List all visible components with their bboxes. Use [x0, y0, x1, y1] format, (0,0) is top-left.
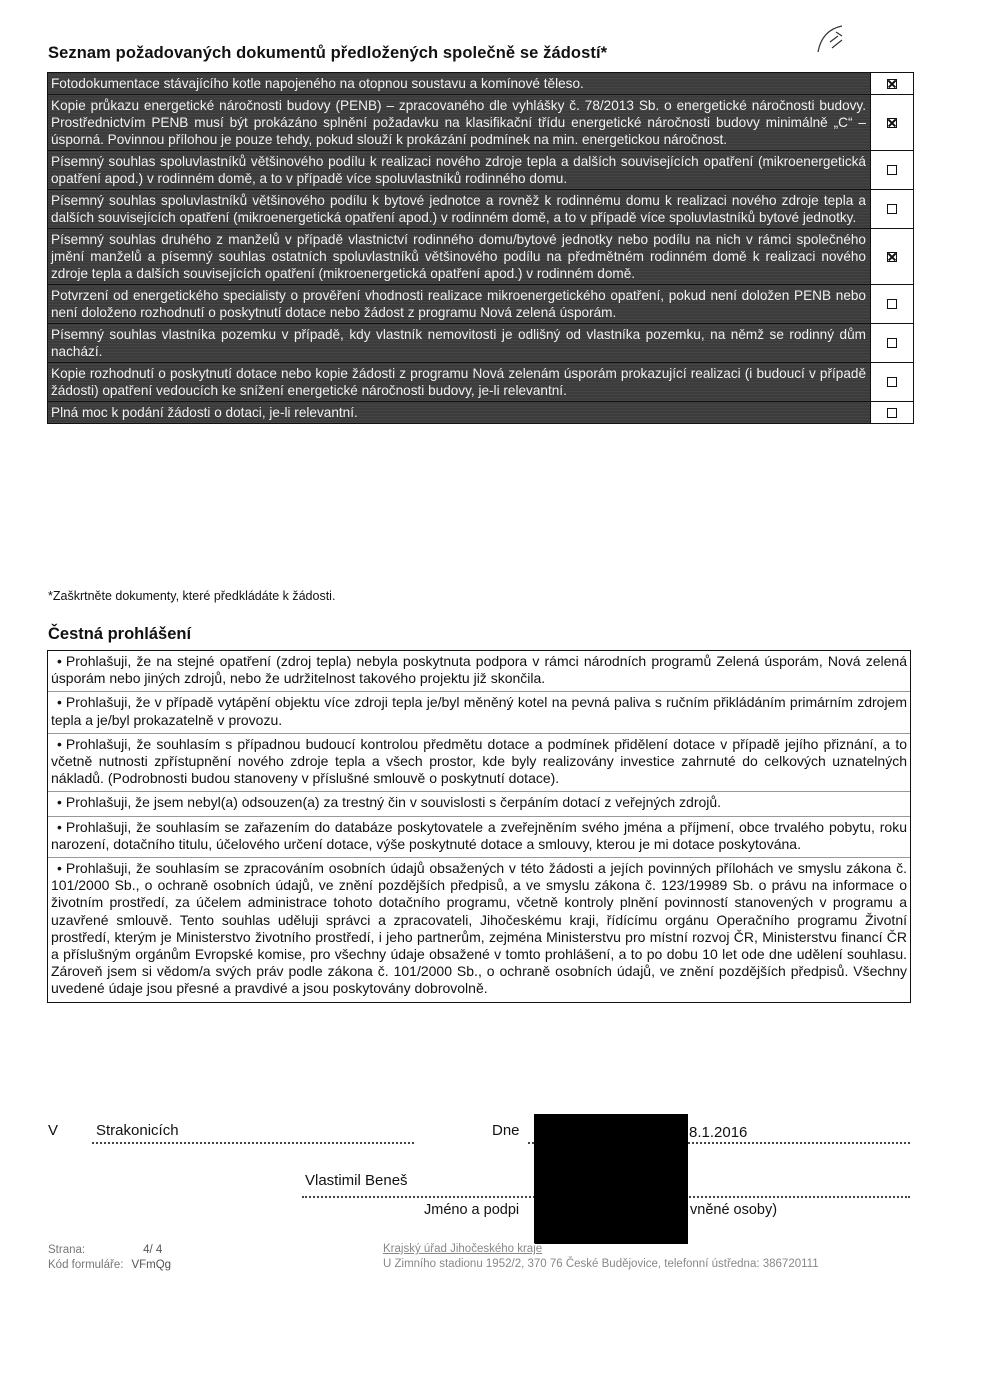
- declaration-text: Prohlašuji, že v případě vytápění objektu více zdroji tepla je/byl měněný kotel na pevná paliva s ručním přikládáním primárním zdrojem tepla a je/byl prokazatelně v provozu.: [51, 694, 907, 728]
- checkbox-checked-icon[interactable]: [887, 252, 897, 262]
- declaration-item: [48, 734, 910, 793]
- checkbox-empty-icon[interactable]: [887, 299, 897, 309]
- place-prefix-label: V: [48, 1122, 59, 1139]
- document-text: Písemný souhlas druhého z manželů v případě vlastnictví rodinného domu/bytové jednotky nebo podílu na nich v rámci společného jmění manželů a písemný souhlas ostatních spoluvlastníků většinového podílu na předmětném rodinném domě k realizaci nového zdroje tepla a dalších souvisejících opatření (mikroenergetická opatření apod.) v rodinném domě.: [48, 229, 870, 284]
- documents-section-title: Seznam požadovaných dokumentů předložených společně se žádostí*: [48, 44, 608, 62]
- bullet-icon: •: [57, 653, 62, 669]
- form-code-value: VFmQg: [131, 1259, 172, 1271]
- declaration-text: Prohlašuji, že souhlasím se zařazením do databáze poskytovatele a zveřejněním svého jména a příjmení, obce trvalého pobytu, roku narození, dotačního titulu, účelového určení dotace, výše poskytnuté dotace a smlouvy, kterou je mi dotace poskytována.: [51, 818, 907, 852]
- office-address: U Zimního stadionu 1952/2, 370 76 České Budějovice, telefonní ústředna: 386720111: [383, 1258, 819, 1270]
- document-checkbox-cell[interactable]: [870, 402, 913, 423]
- document-text: Písemný souhlas vlastníka pozemku v případě, kdy vlastník nemovitosti je odlišný od vlastníka pozemku, na němž se rodinný dům nachází.: [48, 324, 870, 362]
- document-row: [48, 229, 913, 285]
- declarations-box: [47, 650, 911, 1003]
- declarations-title: Čestná prohlášení: [48, 625, 192, 643]
- signature-label-left: Jméno a podpi: [424, 1202, 520, 1218]
- footer-right: [383, 1242, 819, 1272]
- document-text: Kopie rozhodnutí o poskytnutí dotace nebo kopie žádosti z programu Nová zelenám úsporám prokazující realizaci (i budoucí v případě žádosti) opatření vedoucích ke snížení energetické náročnosti budovy, je-li relevantní.: [48, 363, 870, 401]
- checkbox-empty-icon[interactable]: [887, 338, 897, 348]
- office-name: Krajský úřad Jihočeského kraje: [383, 1243, 543, 1255]
- form-code-label: Kód formuláře:: [48, 1259, 124, 1271]
- bullet-icon: •: [57, 735, 62, 752]
- document-checkbox-cell[interactable]: [870, 190, 913, 228]
- checkbox-empty-icon[interactable]: [887, 165, 897, 175]
- document-text: Písemný souhlas spoluvlastníků většinového podílu k realizaci nového zdroje tepla a dalších souvisejících opatření (mikroenergetická opatření apod.) v rodinném domě, a to v případě více spoluvlastníků rodinného domu.: [48, 151, 870, 189]
- bullet-icon: •: [57, 818, 62, 835]
- declaration-item: [48, 858, 910, 1002]
- bullet-icon: •: [57, 794, 62, 811]
- document-row: [48, 73, 913, 95]
- document-text: Fotodokumentace stávajícího kotle napojeného na otopnou soustavu a komínové těleso.: [48, 73, 870, 94]
- page-label: Strana:: [48, 1244, 86, 1256]
- document-row: [48, 95, 913, 151]
- checkbox-checked-icon[interactable]: [887, 118, 897, 128]
- declaration-text: Prohlašuji, že souhlasím s případnou budoucí kontrolou předmětu dotace a podmínek přidělení dotace v případě jejího přiznání, a to včetně nutnosti zpřístupnění nového zdroje tepla a všech prostor, kde byly realizovány investice zahrnuté do celkových uznatelných nákladů. (Podrobnosti budou stanoveny v příslušné smlouvě o poskytnutí dotace).: [51, 735, 907, 787]
- redaction-block: [534, 1114, 688, 1244]
- checkbox-empty-icon[interactable]: [887, 204, 897, 214]
- date-value[interactable]: 8.1.2016: [689, 1124, 748, 1141]
- document-checkbox-cell[interactable]: [870, 324, 913, 362]
- declaration-item: [48, 692, 910, 733]
- declaration-text: Prohlašuji, že souhlasím se zpracováním osobních údajů obsažených v této žádosti a jejích povinných přílohách ve smyslu zákona č. 101/2000 Sb., o ochraně osobních údajů, ve znění pozdějších předpisů, a ve smyslu zákona č. 123/19989 Sb. o právu na informace o životním prostředí, za účelem administrace tohoto dotačního programu, včetně kontroly plnění povinností stanovených v programu a uzavřené smlouvě. Tento souhlas uděluji správci a zpracovateli, Jihočeskému kraji, řídícímu orgánu Operačního programu Životní prostředí, kterým je Ministerstvo životního prostředí, i jeho partnerům, zejména Ministerstvu pro místní rozvoj ČR, Ministerstvu financí ČR a příslušným orgánům Evropské komise, pro všechny údaje obsažené v tomto prohlášení, a to po dobu 10 let ode dne udělení souhlasu. Zároveň jsem si vědom/a svých práv podle zákona č. 101/2000 Sb., o ochraně osobních údajů, ve znění pozdějších předpisů. Všechny uvedené údaje jsou přesné a pravdivé a jsou poskytovány dobrovolně.: [51, 860, 907, 997]
- document-checkbox-cell[interactable]: [870, 151, 913, 189]
- document-row: [48, 363, 913, 402]
- document-text: Písemný souhlas spoluvlastníků většinového podílu k bytové jednotce a rovněž k rodinnému domu k realizaci nového zdroje tepla a dalších souvisejících opatření (mikroenergetická opatření apod.) v rodinném domě, a to v případě více spoluvlastníků bytové jednotky.: [48, 190, 870, 228]
- declaration-text: Prohlašuji, že jsem nebyl(a) odsouzen(a) za trestný čin v souvislosti s čerpáním dotací z veřejných zdrojů.: [65, 794, 722, 811]
- document-row: [48, 402, 913, 423]
- place-dotted-line: [92, 1142, 414, 1144]
- signer-name[interactable]: Vlastimil Beneš: [305, 1172, 408, 1189]
- declaration-item: [48, 817, 910, 858]
- document-text: Kopie průkazu energetické náročnosti budovy (PENB) – zpracovaného dle vyhlášky č. 78/2013 Sb. o energetické náročnosti budovy. Prostřednictvím PENB musí být prokázáno splnění požadavku na klasifikační třídu energetické náročnosti budovy minimálně „C“ – úsporná. Povinnou přílohou je pouze tehdy, pokud slouží k prokázání podmínek na min. energetickou náročnost.: [48, 95, 870, 150]
- document-text: Potvrzení od energetického specialisty o prověření vhodnosti realizace mikroenergetického opatření, pokud není doložen PENB nebo není doloženo rozhodnutí o poskytnutí dotace nebo žádost z programu Nová zelená úsporám.: [48, 285, 870, 323]
- document-checkbox-cell[interactable]: [870, 363, 913, 401]
- document-row: [48, 324, 913, 363]
- checkbox-checked-icon[interactable]: [887, 79, 897, 89]
- document-checkbox-cell[interactable]: [870, 95, 913, 150]
- document-row: [48, 285, 913, 324]
- documents-table: [47, 72, 914, 424]
- bullet-icon: •: [57, 860, 62, 877]
- place-value[interactable]: Strakonicích: [96, 1122, 179, 1139]
- document-row: [48, 151, 913, 190]
- date-label: Dne: [492, 1122, 520, 1139]
- document-text: Plná moc k podání žádosti o dotaci, je-li relevantní.: [48, 402, 870, 423]
- declaration-item: [48, 651, 910, 692]
- signature-label-right: vněné osoby): [690, 1202, 778, 1218]
- footer-left: [48, 1243, 171, 1273]
- page-value: 4/ 4: [143, 1244, 163, 1256]
- declaration-item: [48, 792, 910, 816]
- handwritten-initials-mark: [812, 22, 852, 58]
- document-checkbox-cell[interactable]: [870, 285, 913, 323]
- document-row: [48, 190, 913, 229]
- bullet-icon: •: [57, 694, 62, 711]
- checkbox-empty-icon[interactable]: [887, 377, 897, 387]
- document-checkbox-cell[interactable]: [870, 229, 913, 284]
- document-checkbox-cell[interactable]: [870, 73, 913, 94]
- documents-footnote: *Zaškrtněte dokumenty, které předkládáte k žádosti.: [48, 589, 336, 603]
- checkbox-empty-icon[interactable]: [887, 408, 897, 418]
- declaration-text: Prohlašuji, že na stejné opatření (zdroj tepla) nebyla poskytnuta podpora v rámci národních programů Zelená úsporám, Nová zelená úsporám nebo jiných zdrojů, nebo že udržitelnost takového projektu již skončila.: [51, 653, 907, 687]
